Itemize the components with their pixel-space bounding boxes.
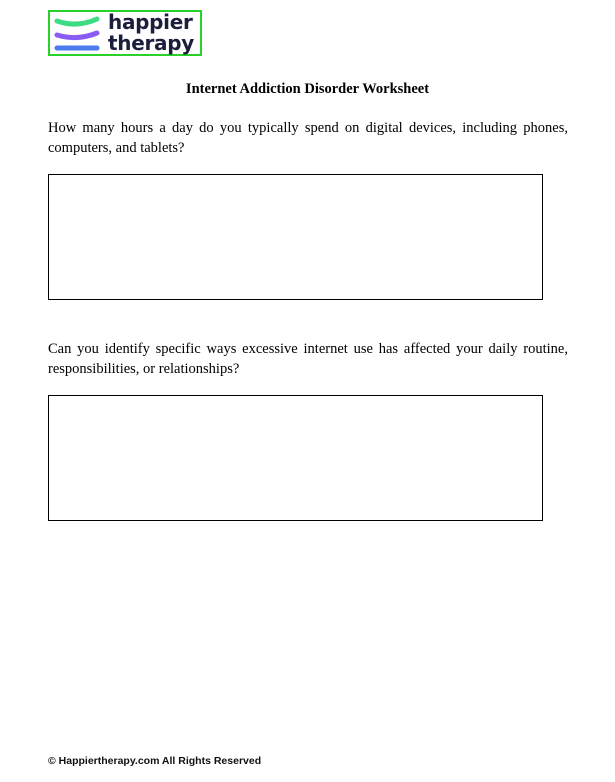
question-2-text: Can you identify specific ways excessive internet use has affected your daily routine, responsibilities, or relationships?: [48, 341, 568, 377]
logo-wordmark: [108, 12, 194, 54]
logo-line-1: happier: [108, 10, 193, 34]
logo-stripes-icon: [53, 14, 101, 54]
copyright-footer: © Happiertherapy.com All Rights Reserved: [48, 755, 262, 767]
worksheet-title: Internet Addiction Disorder Worksheet: [185, 81, 430, 97]
answer-box-1[interactable]: [48, 174, 543, 300]
answer-box-2[interactable]: [48, 395, 543, 521]
happier-therapy-logo: [48, 10, 202, 56]
question-1-text: How many hours a day do you typically spend on digital devices, including phones, computers, and tablets?: [48, 120, 568, 156]
logo-line-2: therapy: [108, 31, 194, 55]
